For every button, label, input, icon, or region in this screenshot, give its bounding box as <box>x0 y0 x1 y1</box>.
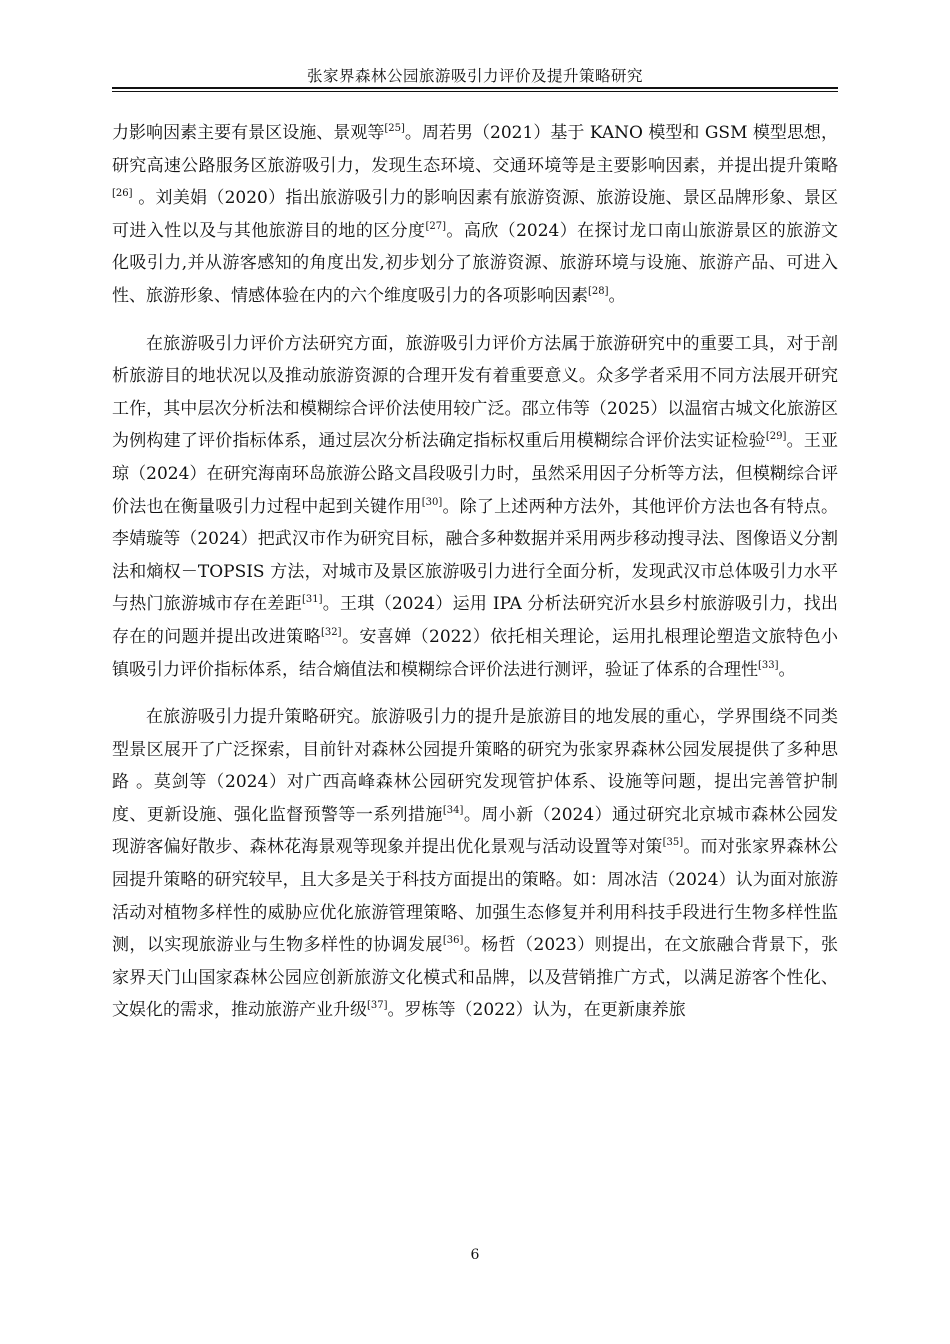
citation-ref: [33] <box>758 659 779 671</box>
text-run: 。杨哲（2023）则提出，在文旅融合背景下，张家界天门山国家森林公园应创新旅游文化模式和品牌，以及营销推广方式，以满足游客个性化、文娱化的需求，推动旅游产业升级 <box>112 935 839 1021</box>
text-run: 。王琪（2024）运用 IPA 分析法研究沂水县乡村旅游吸引力，找出存在的问题并提出改进策略 <box>112 594 838 647</box>
citation-ref: [34] <box>442 804 464 816</box>
header-rule <box>112 87 838 92</box>
text-run: 。周小新（2024）通过研究北京城市森林公园发现游客偏好散步、森林花海景观等现象并提出优化景观与活动设置等对策 <box>112 804 839 858</box>
citation-ref: [29] <box>765 431 787 443</box>
text-run: 。罗栋等（2022）认为，在更新康养旅 <box>387 1000 686 1021</box>
paragraph-2 <box>112 328 838 687</box>
page-number: 6 <box>470 1247 480 1263</box>
text-run: 。王亚琼（2024）在研究海南环岛旅游公路文昌段吸引力时，虽然采用因子分析等方法，但模糊综合评价法也在衡量吸引力过程中起到关键作用 <box>112 431 839 517</box>
citation-ref: [31] <box>301 594 323 606</box>
citation-ref: [30] <box>421 496 443 508</box>
citation-ref: [32] <box>321 626 342 638</box>
citation-ref: [25] <box>384 123 405 134</box>
text-run: 。周若男（2021）基于 KANO 模型和 GSM 模型思想，研究高速公路服务区旅游吸引力，发现生态环境、交通环境等是主要影响因素，并提出提升策略 <box>112 123 838 176</box>
text-run: 在旅游吸引力评价方法研究方面，旅游吸引力评价方法属于旅游研究中的重要工具，对于剖析旅游目的地状况以及推动旅游资源的合理开发有着重要意义。众多学者采用不同方法展开研究工作，其中层次分析法和模糊综合评价法使用较广泛。邵立伟等（2025）以温宿古城文化旅游区为例构建了评价指标体系，通过层次分析法确定指标权重后用模糊综合评价法实证检验 <box>112 333 838 452</box>
text-run: 力影响因素主要有景区设施、景观等 <box>112 123 385 143</box>
citation-ref: [27] <box>425 220 447 232</box>
running-header: 张家界森林公园旅游吸引力评价及提升策略研究 <box>306 67 643 85</box>
citation-ref: [37] <box>367 1000 388 1012</box>
text-run: 。安喜婵（2022）依托相关理论，运用扎根理论塑造文旅特色小镇吸引力评价指标体系，结合熵值法和模糊综合评价法进行测评，验证了体系的合理性 <box>112 626 839 680</box>
text-run: 。而对张家界森林公园提升策略的研究较早，且大多是关于科技方面提出的策略。如：周冰洁（2024）认为面对旅游活动对植物多样性的威胁应优化旅游管理策略、加强生态修复并利用科技手段进行生物多样性监测，以实现旅游业与生物多样性的协调发展 <box>112 837 838 956</box>
text-run: 。刘美娟（2020）指出旅游吸引力的影响因素有旅游资源、旅游设施、景区品牌形象、景区可进入性以及与其他旅游目的地的区分度 <box>112 188 838 241</box>
body-text <box>112 117 838 1027</box>
text-run: 。高欣（2024）在探讨龙口南山旅游景区的旅游文化吸引力,并从游客感知的角度出发,初步划分了旅游资源、旅游环境与设施、旅游产品、可进入性、旅游形象、情感体验在内的六个维度吸引力的各项影响因素 <box>112 220 839 306</box>
text-run: 。 <box>608 285 626 306</box>
text-run: 。除了上述两种方法外，其他评价方法也各有特点。李婧璇等（2024）把武汉市作为研究目标，融合多种数据并采用两步移动搜寻法、图像语义分割法和熵权－TOPSIS 方法，对城市及景区旅游吸引力进行全面分析，发现武汉市总体吸引力水平与热门旅游城市存在差距 <box>112 496 838 615</box>
paragraph-1 <box>112 117 838 313</box>
citation-ref: [26] <box>112 188 133 200</box>
text-run: 。 <box>778 659 796 680</box>
citation-ref: [35] <box>662 837 684 849</box>
text-run: 在旅游吸引力提升策略研究。旅游吸引力的提升是旅游目的地发展的重心，学界围绕不同类型景区展开了广泛探索，目前针对森林公园提升策略的研究为张家界森林公园发展提供了多种思路 。莫剑等（2024）对广西高峰森林公园研究发现管护体系、设施等问题，提出完善管护制度、更新设施、强化监督预警等一系列措施 <box>112 707 838 825</box>
citation-ref: [28] <box>588 285 609 297</box>
paragraph-3 <box>112 701 838 1027</box>
citation-ref: [36] <box>442 935 464 947</box>
